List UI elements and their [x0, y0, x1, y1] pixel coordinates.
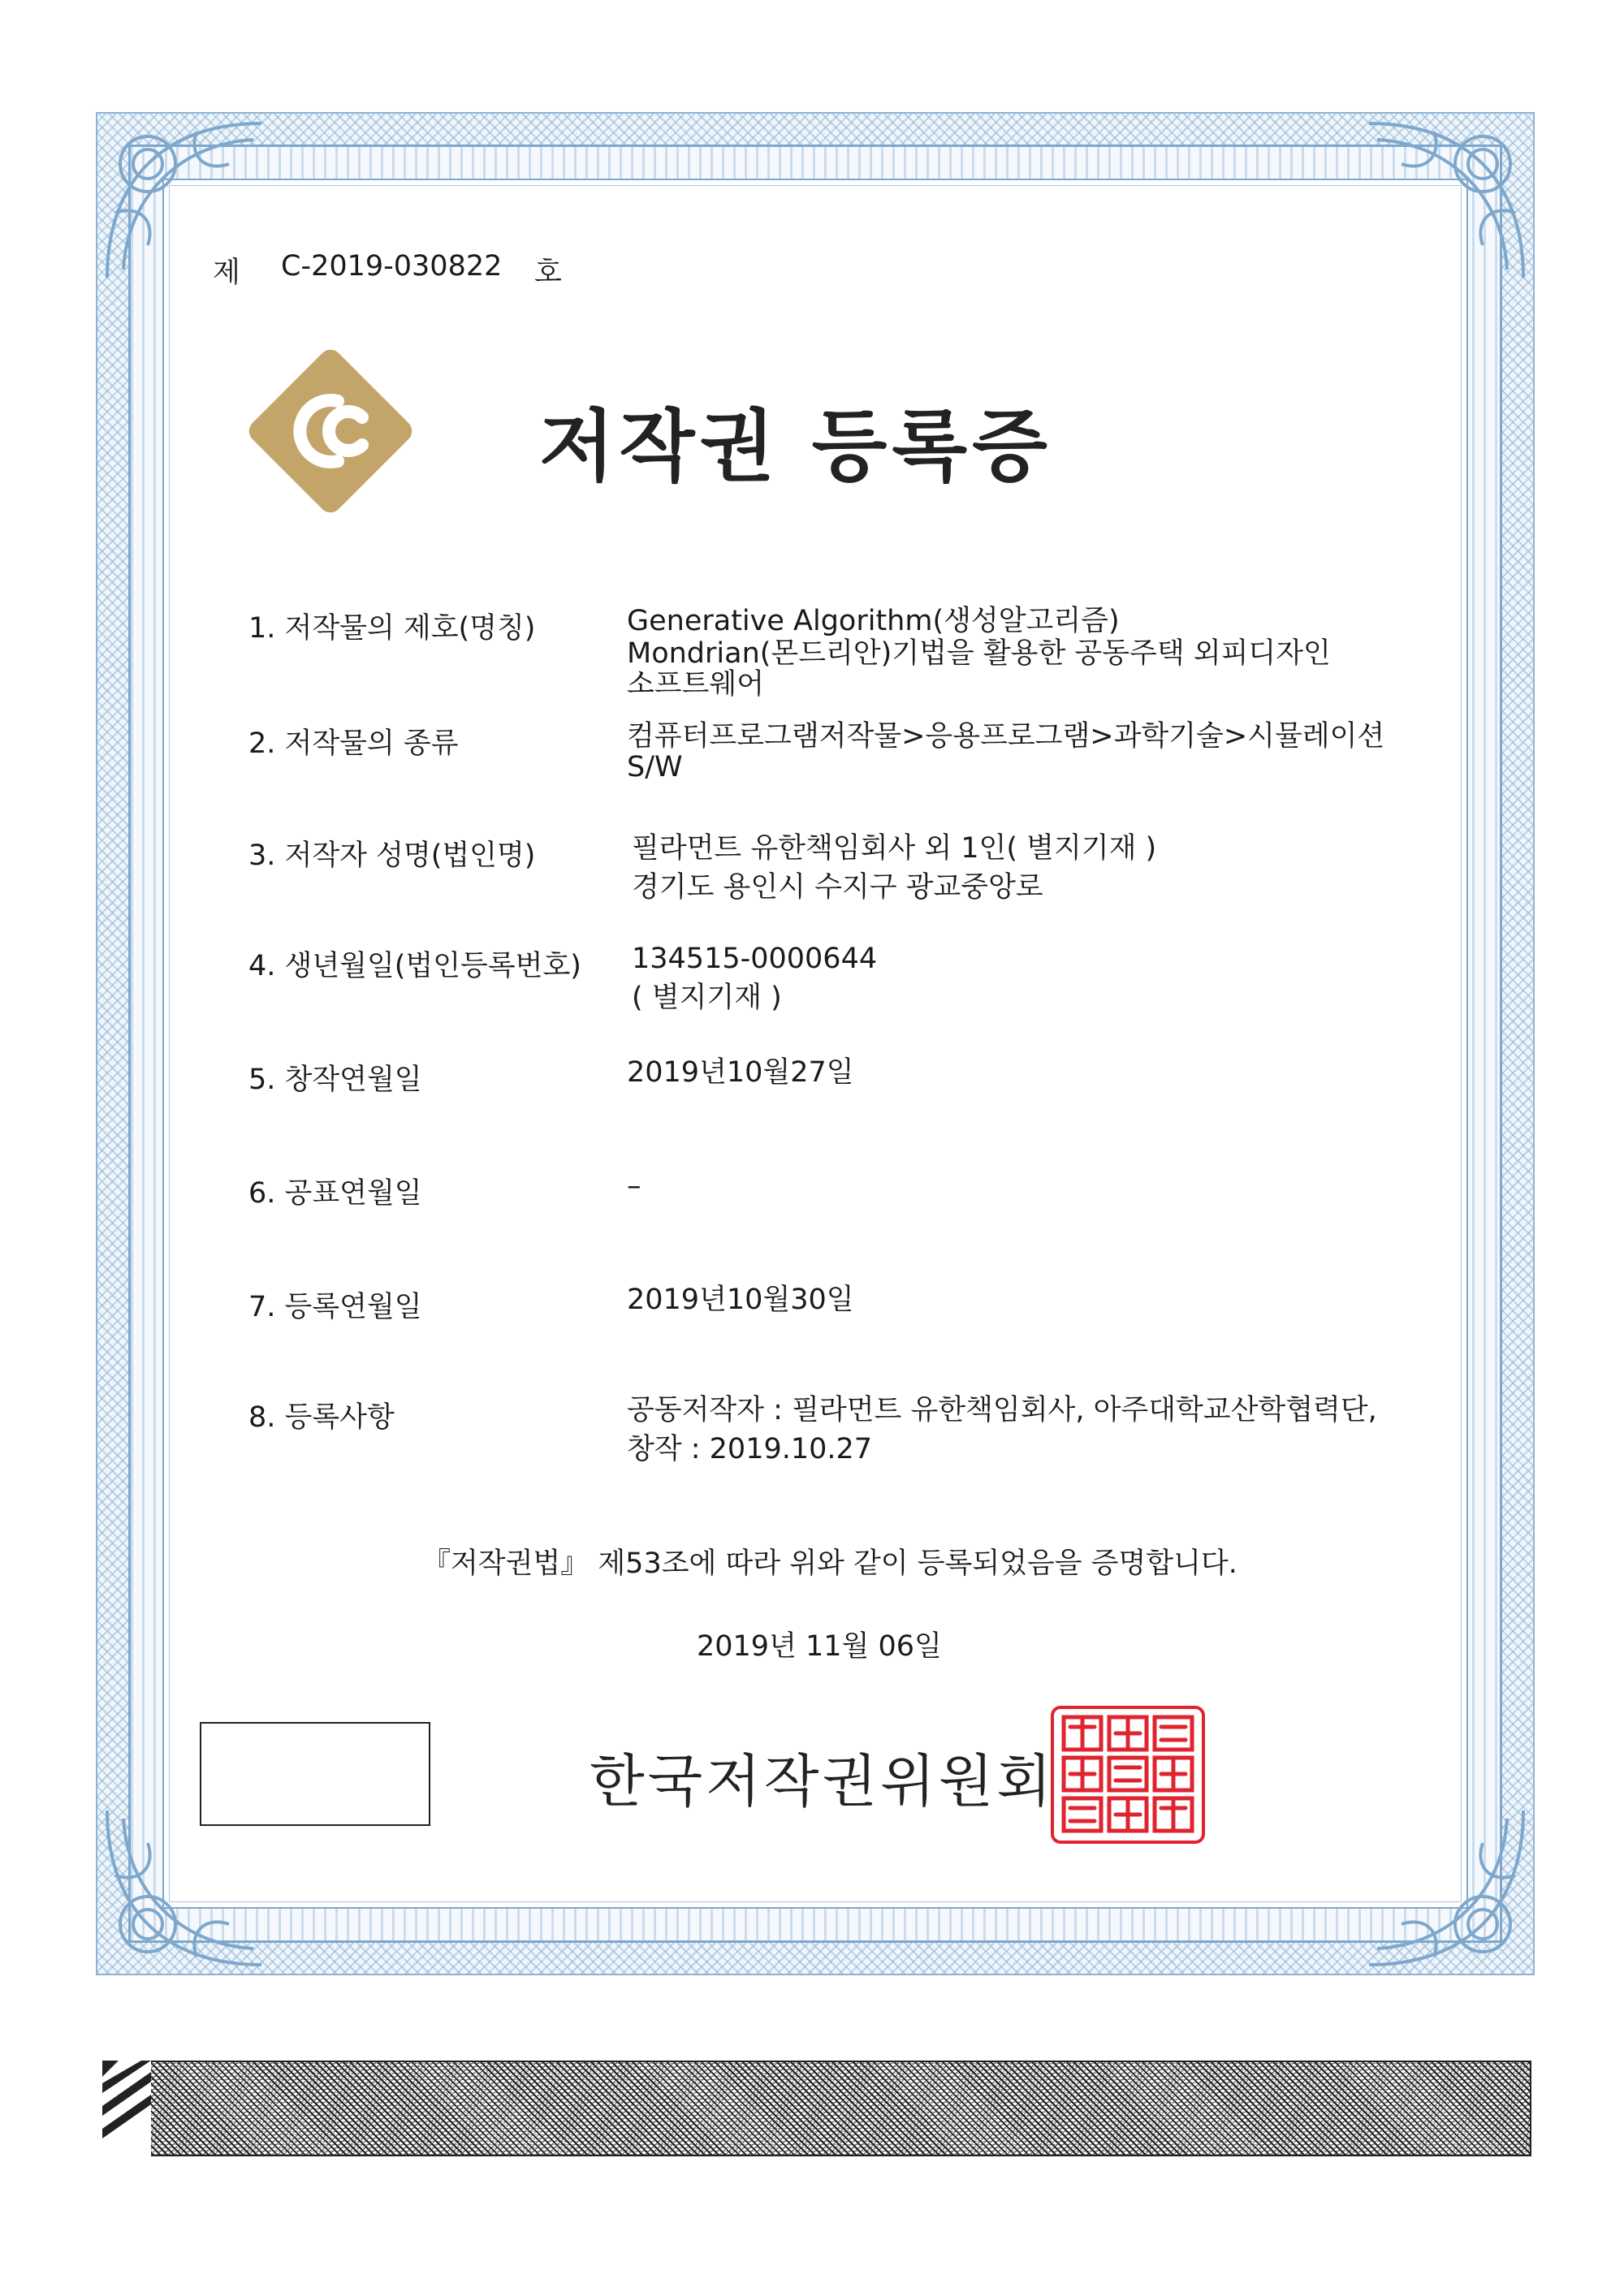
field-label-registration-details: 8. 등록사항	[248, 1401, 395, 1434]
field-value-registration-number-line1: 134515-0000644	[632, 943, 878, 975]
field-value-type-line2: S/W	[627, 751, 683, 783]
field-value-author-line1: 필라먼트 유한책임회사 외 1인( 별지기재 )	[632, 832, 1157, 865]
issue-date: 2019년 11월 06일	[697, 1630, 942, 1663]
certification-statement: 『저작권법』 제53조에 따라 위와 같이 등록되었음을 증명합니다.	[422, 1547, 1237, 1580]
field-label-type: 2. 저작물의 종류	[248, 727, 459, 760]
field-value-author-line2: 경기도 용인시 수지구 광교중앙로	[632, 871, 1043, 904]
field-value-type-line1: 컴퓨터프로그램저작물>응용프로그램>과학기술>시뮬레이션	[627, 720, 1385, 753]
field-value-registration-details-line1: 공동저작자 : 필라먼트 유한책임회사, 아주대학교산학협력단,	[627, 1394, 1377, 1426]
chevron-pattern-icon	[102, 2061, 151, 2156]
ornament-corner-icon	[1353, 1794, 1540, 1981]
field-label-author: 3. 저작자 성명(법인명)	[248, 839, 536, 872]
ornament-corner-icon	[1353, 107, 1540, 294]
field-value-title-line2: Mondrian(몬드리안)기법을 활용한 공동주택 외피디자인	[627, 637, 1331, 670]
field-label-title: 1. 저작물의 제호(명칭)	[248, 612, 536, 645]
field-value-title-line1: Generative Algorithm(생성알고리즘)	[627, 605, 1120, 637]
issuing-authority: 한국저작권위원회	[590, 1748, 1055, 1815]
field-value-registration-date: 2019년10월30일	[627, 1284, 854, 1316]
blank-box	[200, 1722, 430, 1826]
field-label-registration-date: 7. 등록연월일	[248, 1291, 422, 1323]
registration-number: C-2019-030822	[281, 250, 503, 283]
field-value-registration-details-line2: 창작 : 2019.10.27	[627, 1433, 873, 1465]
seal-glyph-pattern-icon	[1054, 1709, 1202, 1841]
field-value-registration-number-line2: ( 별지기재 )	[632, 982, 782, 1014]
field-value-publication-date: –	[627, 1170, 641, 1202]
field-value-title-line3: 소프트웨어	[627, 668, 765, 701]
copyright-logo-icon	[242, 343, 419, 520]
field-value-creation-date: 2019년10월27일	[627, 1056, 854, 1089]
field-label-creation-date: 5. 창작연월일	[248, 1064, 422, 1096]
field-label-publication-date: 6. 공표연월일	[248, 1177, 422, 1210]
registration-suffix: 호	[534, 257, 562, 289]
certificate-title: 저작권 등록증	[539, 401, 1052, 492]
registration-prefix: 제	[213, 257, 240, 289]
official-seal	[1051, 1706, 1205, 1844]
field-label-registration-number: 4. 생년월일(법인등록번호)	[248, 950, 581, 982]
security-pattern-strip	[102, 2061, 1531, 2156]
ornament-corner-icon	[91, 107, 278, 294]
